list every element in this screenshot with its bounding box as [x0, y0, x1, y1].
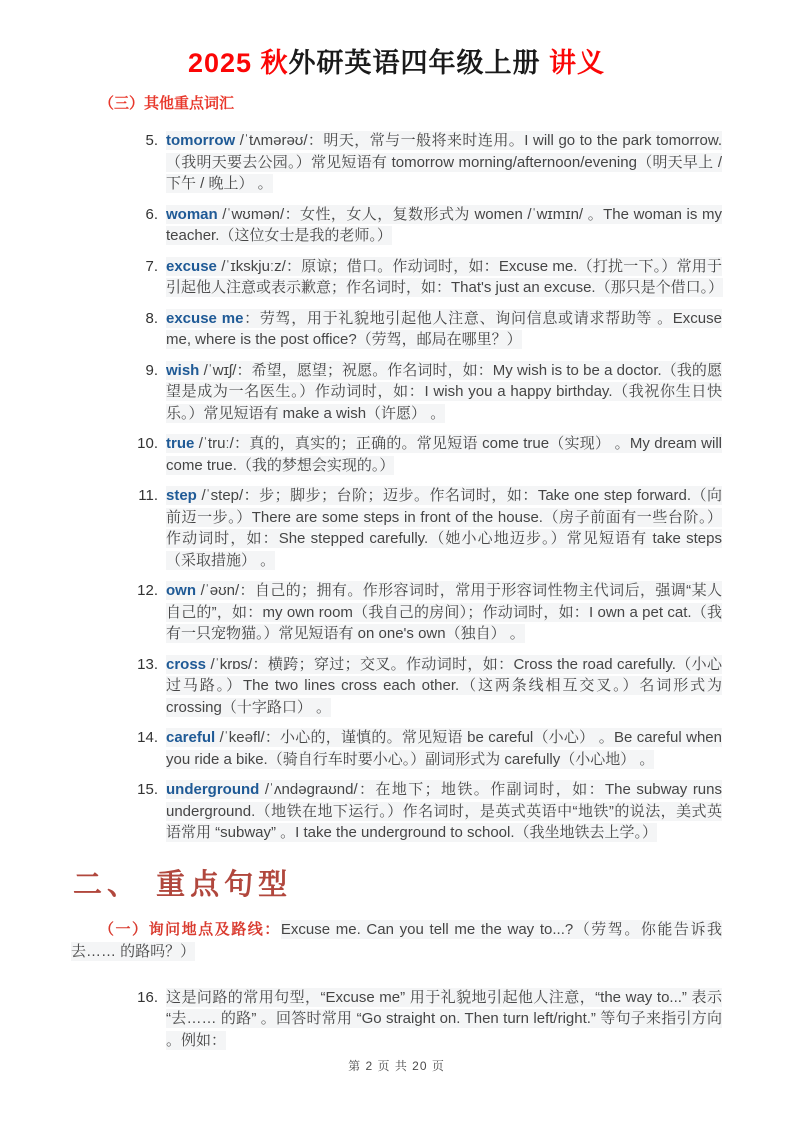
subsection-label: （一）询问地点及路线：: [99, 920, 281, 938]
item-number: 13.: [137, 655, 158, 673]
vocab-item-6: [134, 204, 722, 247]
section-heading-key-sentence-patterns: 二、 重点句型: [73, 866, 293, 901]
explanation-list: [134, 987, 722, 1052]
item-number: 11.: [138, 487, 158, 504]
vocab-item-10: [134, 433, 722, 476]
item-number: 10.: [137, 435, 158, 452]
headword: true: [166, 435, 195, 452]
headword: cross: [166, 655, 207, 673]
item-number: 14.: [137, 729, 158, 746]
item-text: [166, 987, 722, 1052]
vocab-item-7: [134, 256, 722, 299]
headword: excuse: [166, 257, 217, 275]
subsection-text: Excuse me. Can you tell me the way to...?（劳驾。你能告诉我去…… 的路吗？）: [71, 920, 722, 960]
item-text: [166, 654, 722, 719]
item-definition: /ˈkeəfl/：小心的，谨慎的。常见短语 be careful（小心） 。Be careful when you ride a bike.（骑自行车时要小心。）副词形式为 carefully（小心地） 。: [166, 729, 722, 768]
headword: careful: [166, 729, 216, 746]
item-text: [166, 256, 722, 299]
item-number: 9.: [145, 361, 158, 379]
vocab-item-16: [134, 987, 722, 1052]
vocab-item-11: [134, 485, 722, 571]
item-number: 12.: [137, 582, 158, 599]
headword: woman: [166, 205, 218, 223]
headword: own: [166, 582, 196, 599]
title-book-name: 外研英语四年级上册: [288, 48, 541, 78]
item-number: 15.: [137, 781, 158, 798]
item-number: 7.: [145, 257, 158, 275]
headword: excuse me: [166, 309, 244, 327]
item-number: 16.: [137, 988, 158, 1006]
item-text: [166, 308, 722, 351]
item-text: [166, 360, 722, 425]
item-number: 6.: [145, 205, 158, 223]
item-definition: /ˈwɪʃ/：希望，愿望；祝愿。作名词时，如：My wish is to be a doctor.（我的愿望是成为一名医生。）作动词时，如：I wish you a happy birthday.（我祝你生日快乐。）常见短语有 make a wish（许愿） 。: [166, 361, 722, 422]
item-definition: /ˈʌndəgraʊnd/：在地下；地铁。作副词时，如：The subway runs underground.（地铁在地下运行。）作名词时，是英式英语中“地铁”的说法，美式英语常用 “subway” 。I take the underground to school.（我坐地铁去上学。）: [166, 781, 722, 841]
vocab-list: [134, 130, 722, 844]
title-year-season: 2025 秋: [187, 48, 289, 78]
vocab-item-12: [134, 580, 722, 645]
item-definition: ：劳驾，用于礼貌地引起他人注意、询问信息或请求帮助等 。Excuse me, where is the post office?（劳驾，邮局在哪里？）: [166, 309, 722, 348]
headword: underground: [166, 781, 260, 798]
vocab-item-8: [134, 308, 722, 351]
vocab-item-14: [134, 727, 722, 770]
item-number: 8.: [145, 309, 158, 327]
vocab-item-5: [134, 130, 722, 195]
item-text: [166, 727, 722, 770]
item-definition: /ˈkrɒs/：横跨；穿过；交叉。作动词时，如：Cross the road carefully.（小心过马路。）The two lines cross each other.（这两条线相互交叉。）名词形式为 crossing（十字路口） 。: [166, 655, 722, 716]
headword: step: [166, 487, 197, 504]
item-text: [166, 204, 722, 247]
item-text: [166, 779, 722, 844]
page-title: [71, 46, 722, 80]
item-text: [166, 433, 722, 476]
item-text: [166, 485, 722, 571]
item-definition: /ˈtruː/：真的，真实的；正确的。常见短语 come true（实现） 。My dream will come true.（我的梦想会实现的。）: [166, 435, 722, 474]
title-doc-type: 讲义: [540, 48, 606, 78]
headword: wish: [166, 361, 200, 379]
item-definition: /ˈəʊn/：自己的；拥有。作形容词时，常用于形容词性物主代词后，强调“某人自己的”，如：my own room（我自己的房间）；作动词时，如：I own a pet cat.（我有一只宠物猫。）常见短语有 on one's own（独自） 。: [166, 582, 722, 642]
vocab-item-9: [134, 360, 722, 425]
item-definition: /ˈstep/：步；脚步；台阶；迈步。作名词时，如：Take one step forward.（向前迈一步。）There are some steps in front of the house.（房子前面有一些台阶。）作动词时，如：She stepped carefully.（她小心地迈步。）常见短语有 take steps（采取措施） 。: [166, 487, 722, 569]
headword: tomorrow: [166, 132, 236, 149]
vocab-item-15: [134, 779, 722, 844]
item-definition: /ˈwʊmən/：女性，女人，复数形式为 women /ˈwɪmɪn/ 。The woman is my teacher.（这位女士是我的老师。）: [166, 205, 722, 244]
section-heading-other-key-words: （三）其他重点词汇: [99, 95, 235, 112]
vocab-item-13: [134, 654, 722, 719]
item-text: [166, 580, 722, 645]
item-text: [166, 130, 722, 195]
item-explanation: 这是问路的常用句型，“Excuse me” 用于礼貌地引起他人注意，“the way to...” 表示 “去…… 的路” 。回答时常用 “Go straight on. Then turn left/right.” 等句子来指引方向 。例如：: [166, 988, 722, 1049]
item-definition: /ˈɪkskjuːz/：原谅；借口。作动词时，如：Excuse me.（打扰一下。）常用于引起他人注意或表示歉意；作名词时，如：That's just an excuse.（那只是个借口。）: [166, 257, 724, 296]
item-number: 5.: [145, 132, 158, 149]
page-number-footer: 第 2 页 共 20 页: [348, 1059, 445, 1073]
item-definition: /ˈtʌmərəʊ/：明天，常与一般将来时连用。I will go to the park tomorrow.（我明天要去公园。）常见短语有 tomorrow morning/afternoon/evening（明天早上 / 下午 / 晚上） 。: [166, 132, 722, 192]
subsection-asking-directions: [71, 919, 722, 963]
